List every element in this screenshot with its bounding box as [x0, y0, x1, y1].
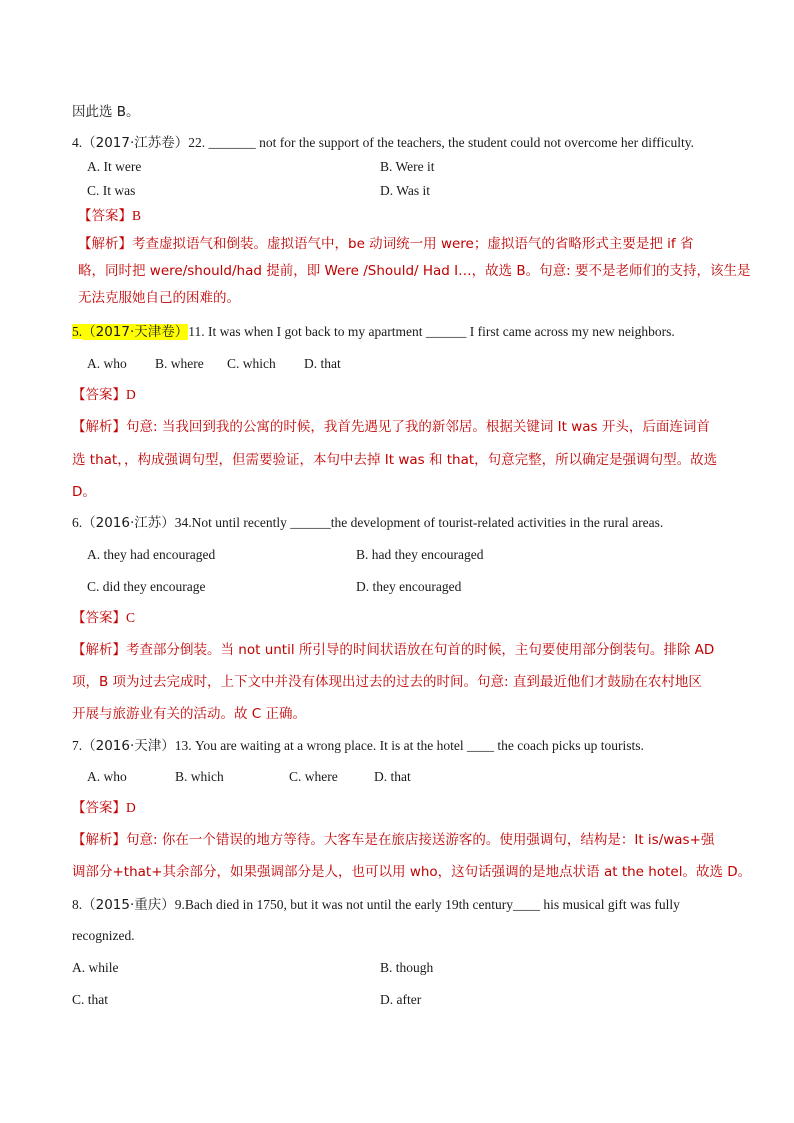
analysis-label: 【解析】: [72, 419, 126, 435]
question-7-header: [72, 737, 644, 755]
option-c: C. did they encourage: [87, 579, 206, 594]
analysis-line: [72, 831, 714, 849]
option-a: A. who: [87, 769, 127, 784]
analysis-line: [78, 235, 693, 253]
answer-value: D: [126, 387, 136, 402]
analysis-line: D。: [72, 484, 96, 500]
option-c: C. which: [227, 356, 276, 371]
analysis-text: 句意: 你在一个错误的地方等待。大客车是在旅店接送游客的。使用强调句，结构是：It is/was+强: [126, 832, 715, 848]
analysis-text: 句意: 当我回到我的公寓的时候，我首先遇见了我的新邻居。根据关键词 It was 开头，后面连词首: [126, 419, 710, 435]
question-source: （2017·江苏卷）: [82, 135, 189, 151]
question-6-header: [72, 514, 663, 532]
question-source: （2015·重庆）: [82, 897, 175, 913]
option-d: D. Was it: [380, 183, 431, 198]
analysis-line: 开展与旅游业有关的活动。故 C 正确。: [72, 706, 307, 722]
answer-label: 【答案】: [72, 800, 126, 816]
answer-value: B: [132, 208, 142, 223]
option-a: A. who: [87, 356, 127, 371]
analysis-line: 项，B 项为过去完成时，上下文中并没有体现出过去的过去的时间。句意: 直到最近他们才鼓励在农村地区: [72, 674, 702, 690]
question-5-header: [72, 323, 675, 341]
option-a: A. while: [72, 960, 119, 975]
option-c: C. It was: [87, 183, 136, 198]
analysis-text: 考查部分倒装。当 not until 所引导的时间状语放在句首的时候，主句要使用部分倒装句。排除 AD: [126, 642, 715, 658]
analysis-line: 无法克服她自己的困难的。: [78, 290, 240, 306]
option-b: B. though: [380, 960, 434, 975]
option-b: B. where: [155, 356, 204, 371]
analysis-label: 【解析】: [78, 236, 132, 252]
analysis-label: 【解析】: [72, 832, 126, 848]
analysis-line: [72, 641, 714, 659]
option-a: A. they had encouraged: [87, 547, 216, 562]
option-b: B. which: [175, 769, 224, 784]
option-d: D. that: [304, 356, 341, 371]
question-4-header: [72, 134, 694, 152]
question-stem: 11. It was when I got back to my apartment ______ I first came across my new neighbors.: [188, 324, 675, 339]
analysis-line: [72, 418, 710, 436]
answer-value: C: [126, 610, 136, 625]
question-source: （2016·江苏）: [82, 515, 175, 531]
analysis-line: 略，同时把 were/should/had 提前，即 Were /Should/ Had I…，故选 B。句意: 要不是老师们的支持，该生是: [78, 263, 751, 279]
analysis-label: 【解析】: [72, 642, 126, 658]
answer-line: [72, 609, 135, 627]
answer-value: D: [126, 800, 136, 815]
answer-line: [72, 386, 136, 404]
question-source: （2017·天津卷）: [82, 324, 189, 340]
question-number: 7.: [72, 738, 83, 753]
option-d: D. they encouraged: [356, 579, 462, 594]
analysis-line: 选 that，，构成强调句型，但需要验证，本句中去掉 It was 和 that，句意完整，所以确定是强调句型。故选: [72, 452, 718, 468]
question-number: 5.: [72, 324, 83, 339]
option-a: A. It were: [87, 159, 142, 174]
intro-line: 因此选 B。: [72, 104, 140, 120]
question-number: 6.: [72, 515, 83, 530]
question-8-header: [72, 896, 680, 914]
answer-label: 【答案】: [78, 208, 132, 224]
question-stem: 9.Bach died in 1750, but it was not until the early 19th century____ his musical gift was fully: [174, 897, 680, 912]
option-b: B. Were it: [380, 159, 435, 174]
question-number: 8.: [72, 897, 83, 912]
answer-line: [78, 207, 141, 225]
answer-line: [72, 799, 136, 817]
option-b: B. had they encouraged: [356, 547, 484, 562]
option-c: C. that: [72, 992, 108, 1007]
question-number: 4.: [72, 135, 83, 150]
option-d: D. that: [374, 769, 411, 784]
question-stem: 13. You are waiting at a wrong place. It is at the hotel ____ the coach picks up tourists.: [174, 738, 644, 753]
option-c: C. where: [289, 769, 338, 784]
question-stem: 34.Not until recently ______the development of tourist-related activities in the rural areas.: [174, 515, 664, 530]
answer-label: 【答案】: [72, 610, 126, 626]
analysis-line: 调部分+that+其余部分，如果强调部分是人，也可以用 who，这句话强调的是地点状语 at the hotel。故选 D。: [72, 864, 752, 880]
analysis-text: 考查虚拟语气和倒装。虚拟语气中，be 动词统一用 were；虚拟语气的省略形式主要是把 if 省: [132, 236, 694, 252]
question-stem: 22. _______ not for the support of the teachers, the student could not overcome her difficulty.: [188, 135, 695, 150]
question-stem-continued: recognized.: [72, 928, 135, 943]
question-source: （2016·天津）: [82, 738, 175, 754]
answer-label: 【答案】: [72, 387, 126, 403]
option-d: D. after: [380, 992, 422, 1007]
